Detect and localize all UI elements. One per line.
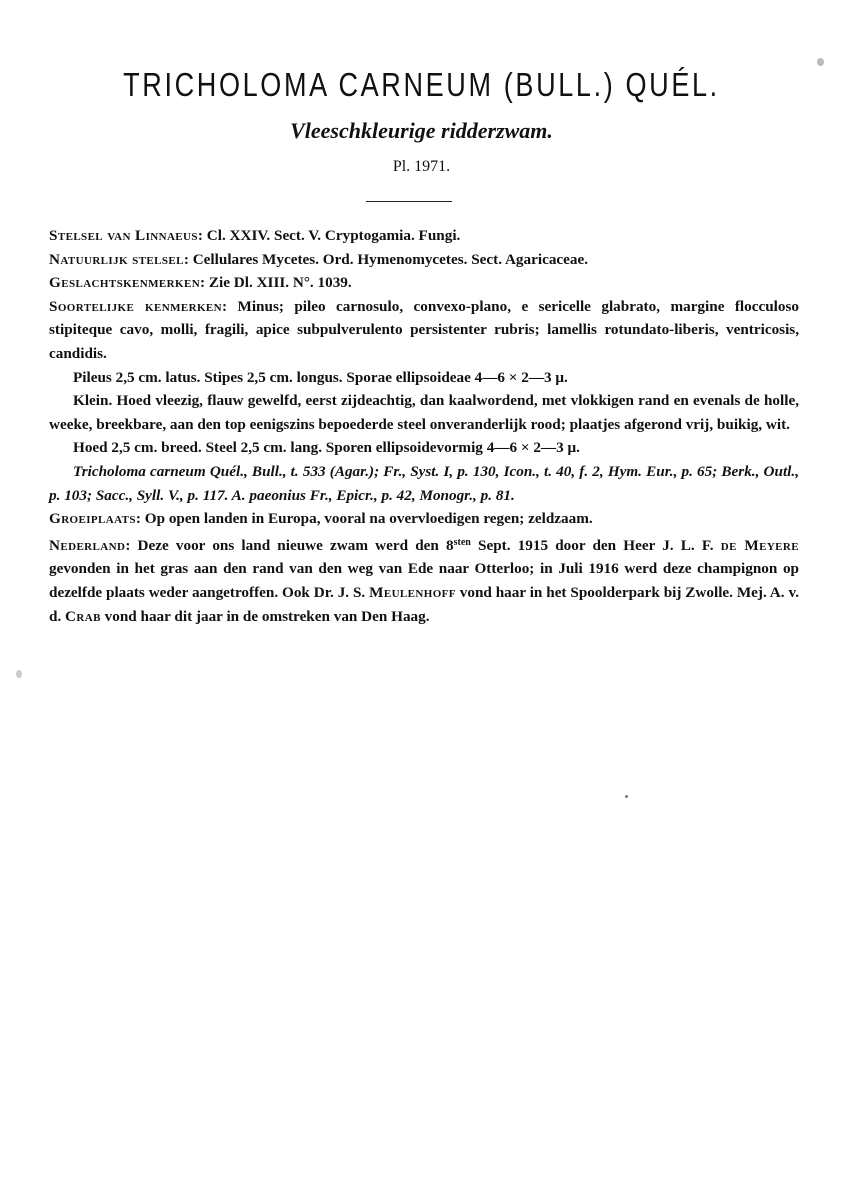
habitat-text: Op open landen in Europa, vooral na overvloedigen regen; zeldzaam. (144, 510, 593, 528)
netherlands-sup: sten (453, 536, 471, 548)
netherlands-label: Nederland (49, 536, 126, 554)
latin-measures: Pileus 2,5 cm. latus. Stipes 2,5 cm. longus. Sporae ellipsoideae 4—6 × 2—3 μ. (73, 368, 568, 386)
person-name-meulenhoff: Meulenhoff (369, 583, 456, 601)
species-title: TRICHOLOMA CARNEUM (BULL.) QUÉL. (123, 66, 720, 103)
dutch-name: Vleeschkleurige ridderzwam. (290, 118, 553, 143)
netherlands-text-4: vond haar in het Spoolderpark bij Zwolle. Mej. A. v. d. (49, 583, 799, 625)
natural-system-text: Cellulares Mycetes. Ord. Hymenomycetes. Sect. Agaricaceae. (192, 250, 589, 268)
paper-speck (817, 58, 824, 66)
netherlands-text-5: vond haar dit jaar in de omstreken van Den Haag. (100, 607, 430, 625)
paper-speck (625, 795, 628, 798)
natural-system-label: Natuurlijk stelsel (49, 250, 184, 268)
paper-speck (16, 670, 22, 678)
person-name-meyere: de Meyere (720, 536, 799, 554)
genus-line: Geslachtskenmerken: Zie Dl. XIII. N°. 1039. (49, 274, 352, 292)
person-name-crab: Crab (65, 607, 101, 625)
linnaeus-text: Cl. XXIV. Sect. V. Cryptogamia. Fungi. (206, 227, 461, 244)
netherlands-text-1: Deze voor ons land nieuwe zwam werd den 8 (137, 536, 454, 554)
genus-text: Zie Dl. XIII. N°. 1039. (208, 274, 352, 292)
species-text: Minus; pileo carnosulo, convexo-plano, e sericelle glabrato, margine flocculoso stipiteque cavo, molli, fragili, apice subpulverulento persistenter rubris; lamellis rotundato-liberis, ventricosis, candidis. (49, 297, 799, 362)
netherlands-paragraph: Nederland: Deze voor ons land nieuwe zwam werd den $8^{sten}$ Sept. 1915 door den Heer J. L. F. de Meyere gevonden in het gras aan den rand van den weg van Ede naar Otterloo; in Juli 1916 werd deze champignon op dezelfde plaats weder aangetroffen. Ook Dr. J. S. Meulenhoff vond haar in het Spoolderpark bij Zwolle. Mej. A. v. d. Crab vond haar dit jaar in de omstreken van Den Haag. (49, 536, 799, 625)
netherlands-text-2: Sept. 1915 door den Heer J. L. F. (470, 536, 714, 554)
natural-system-line: Natuurlijk stelsel: Cellulares Mycetes. Ord. Hymenomycetes. Sect. Agaricaceae. (49, 250, 589, 268)
species-label: Soortelijke kenmerken (49, 297, 222, 315)
plate-number: Pl. 1971. (392, 158, 451, 175)
description-body (49, 224, 799, 628)
habitat-label: Groeiplaats (49, 510, 136, 528)
divider-rule (366, 201, 452, 202)
dutch-measures: Hoed 2,5 cm. breed. Steel 2,5 cm. lang. Sporen ellipsoidevormig 4—6 × 2—3 μ. (73, 439, 580, 457)
linnaeus-label: Stelsel van Linnaeus (49, 227, 198, 244)
species-characters: Soortelijke kenmerken: Minus; pileo carnosulo, convexo-plano, e sericelle glabrato, margine flocculoso stipiteque cavo, molli, fragili, apice subpulverulento persistenter rubris; lamellis rotundato-liberis, ventricosis, candidis. (49, 297, 799, 362)
dutch-description: Klein. Hoed vleezig, flauw gewelfd, eerst zijdeachtig, dan kaalwordend, met vlokkigen rand en evenals de holle, weeke, breekbare, aan den top eenigszins bepoederde steel onveranderlijk rood; plaatjes afgerond vrij, buikig, wit. (49, 392, 799, 433)
netherlands-text-3: gevonden in het gras aan den rand van den weg van Ede naar Otterloo; in Juli 1916 werd deze champignon op dezelfde plaats weder aangetroffen. Ook Dr. J. S. (49, 560, 799, 601)
genus-label: Geslachtskenmerken (49, 274, 201, 292)
linnaeus-line: Stelsel van Linnaeus: Cl. XXIV. Sect. V. Cryptogamia. Fungi. (49, 227, 461, 244)
references: Tricholoma carneum Quél., Bull., t. 533 (Agar.); Fr., Syst. I, p. 130, Icon., t. 40, f. 2, Hym. Eur., p. 65; Berk., Outl., p. 103; Sacc., Syll. V., p. 117. A. paeonius Fr., Epicr., p. 42, Monogr., p. 81. (49, 462, 799, 504)
habitat-line: Groeiplaats: Op open landen in Europa, vooral na overvloedigen regen; zeldzaam. (49, 510, 593, 528)
